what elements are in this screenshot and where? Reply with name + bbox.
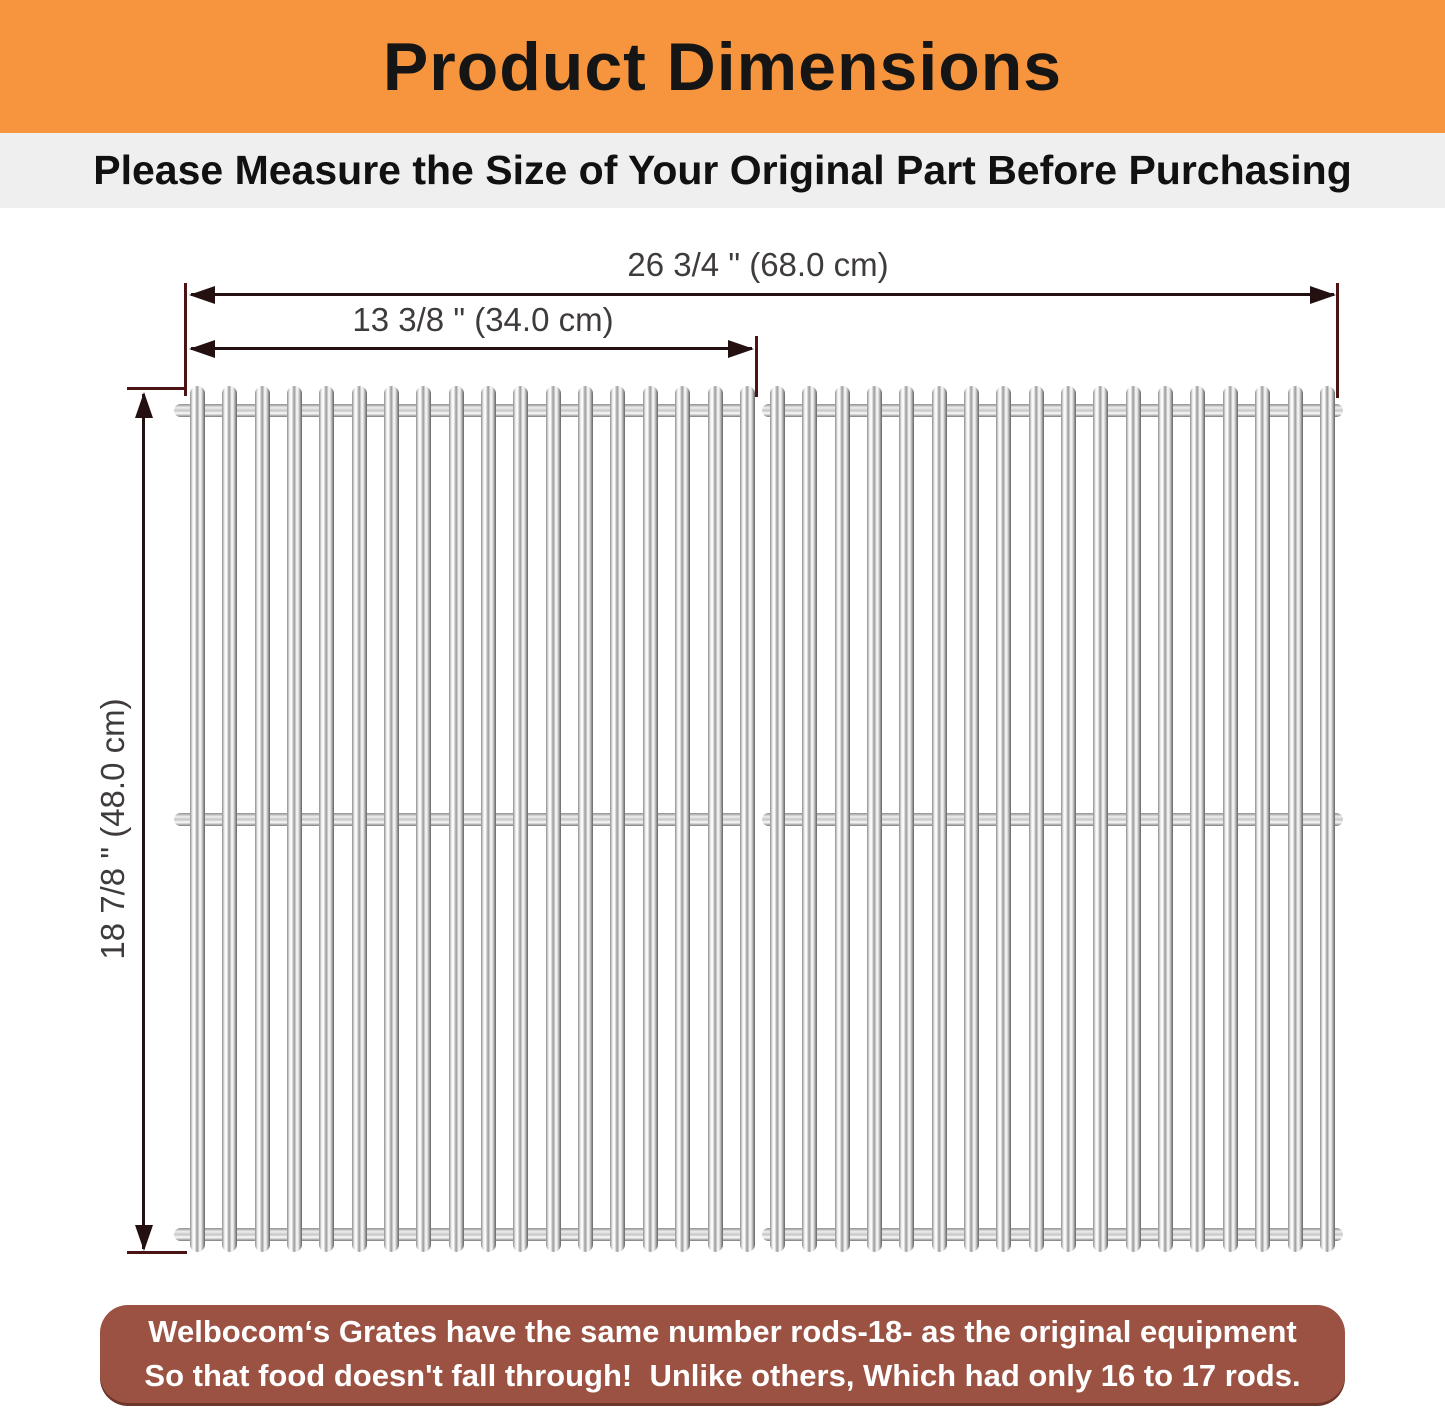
grate-rod: [932, 386, 947, 1252]
extension-line-middle: [755, 336, 758, 397]
grate-rod: [996, 386, 1011, 1252]
grate-rod: [449, 386, 464, 1252]
extension-line-left: [184, 283, 187, 396]
dim-height-arrow: [142, 394, 145, 1249]
grate-rod: [643, 386, 658, 1252]
grate-rod: [770, 386, 785, 1252]
grate-rod: [1223, 386, 1238, 1252]
grate-rod: [610, 386, 625, 1252]
subtitle-bar: [0, 133, 1445, 208]
grate-rod: [416, 386, 431, 1252]
extension-tick-top: [127, 387, 185, 390]
grate-rod: [190, 386, 205, 1252]
grate-rod: [675, 386, 690, 1252]
page-title: Product Dimensions: [382, 28, 1063, 105]
extension-line-right: [1336, 283, 1339, 398]
dim-height-label: 18 7/8 " (48.0 cm): [94, 698, 131, 960]
grate-rod: [1255, 386, 1270, 1252]
grate-rod: [546, 386, 561, 1252]
footer-banner: [100, 1305, 1345, 1403]
grate-rod: [513, 386, 528, 1252]
grate-rod: [1061, 386, 1076, 1252]
grate-rod: [802, 386, 817, 1252]
grate-rod: [1320, 386, 1335, 1252]
header-banner: [0, 0, 1445, 133]
grate-rod: [740, 386, 755, 1252]
dim-total-width-arrow: [191, 293, 1334, 296]
grate-rod: [1158, 386, 1173, 1252]
grate-rod: [1126, 386, 1141, 1252]
dim-total-width-label: 26 3/4 " (68.0 cm): [627, 246, 889, 283]
grate-rod: [319, 386, 334, 1252]
grate-rod: [964, 386, 979, 1252]
grate-rod: [867, 386, 882, 1252]
grill-grate-right: [770, 386, 1335, 1252]
grate-rod: [352, 386, 367, 1252]
extension-tick-bottom: [127, 1251, 187, 1254]
grate-rod: [255, 386, 270, 1252]
dim-half-width-label: 13 3/8 " (34.0 cm): [352, 301, 614, 338]
grate-rod: [708, 386, 723, 1252]
grate-rod: [222, 386, 237, 1252]
grate-rod: [481, 386, 496, 1252]
footer-line-2: So that food doesn't fall through! Unlike others, Which had only 16 to 17 rods.: [144, 1358, 1301, 1393]
grate-rod: [1093, 386, 1108, 1252]
grate-rod: [835, 386, 850, 1252]
grate-rod: [578, 386, 593, 1252]
subtitle-text: Please Measure the Size of Your Original Part Before Purchasing: [93, 147, 1352, 193]
grate-rod: [1288, 386, 1303, 1252]
grate-rod: [899, 386, 914, 1252]
grate-rod: [1029, 386, 1044, 1252]
footer-line-1: Welbocom‘s Grates have the same number rods-18- as the original equipment: [148, 1314, 1297, 1349]
grate-rod: [1190, 386, 1205, 1252]
dim-half-width-arrow: [191, 347, 752, 350]
grate-rod: [287, 386, 302, 1252]
grate-rod: [384, 386, 399, 1252]
grill-grate-left: [190, 386, 755, 1252]
